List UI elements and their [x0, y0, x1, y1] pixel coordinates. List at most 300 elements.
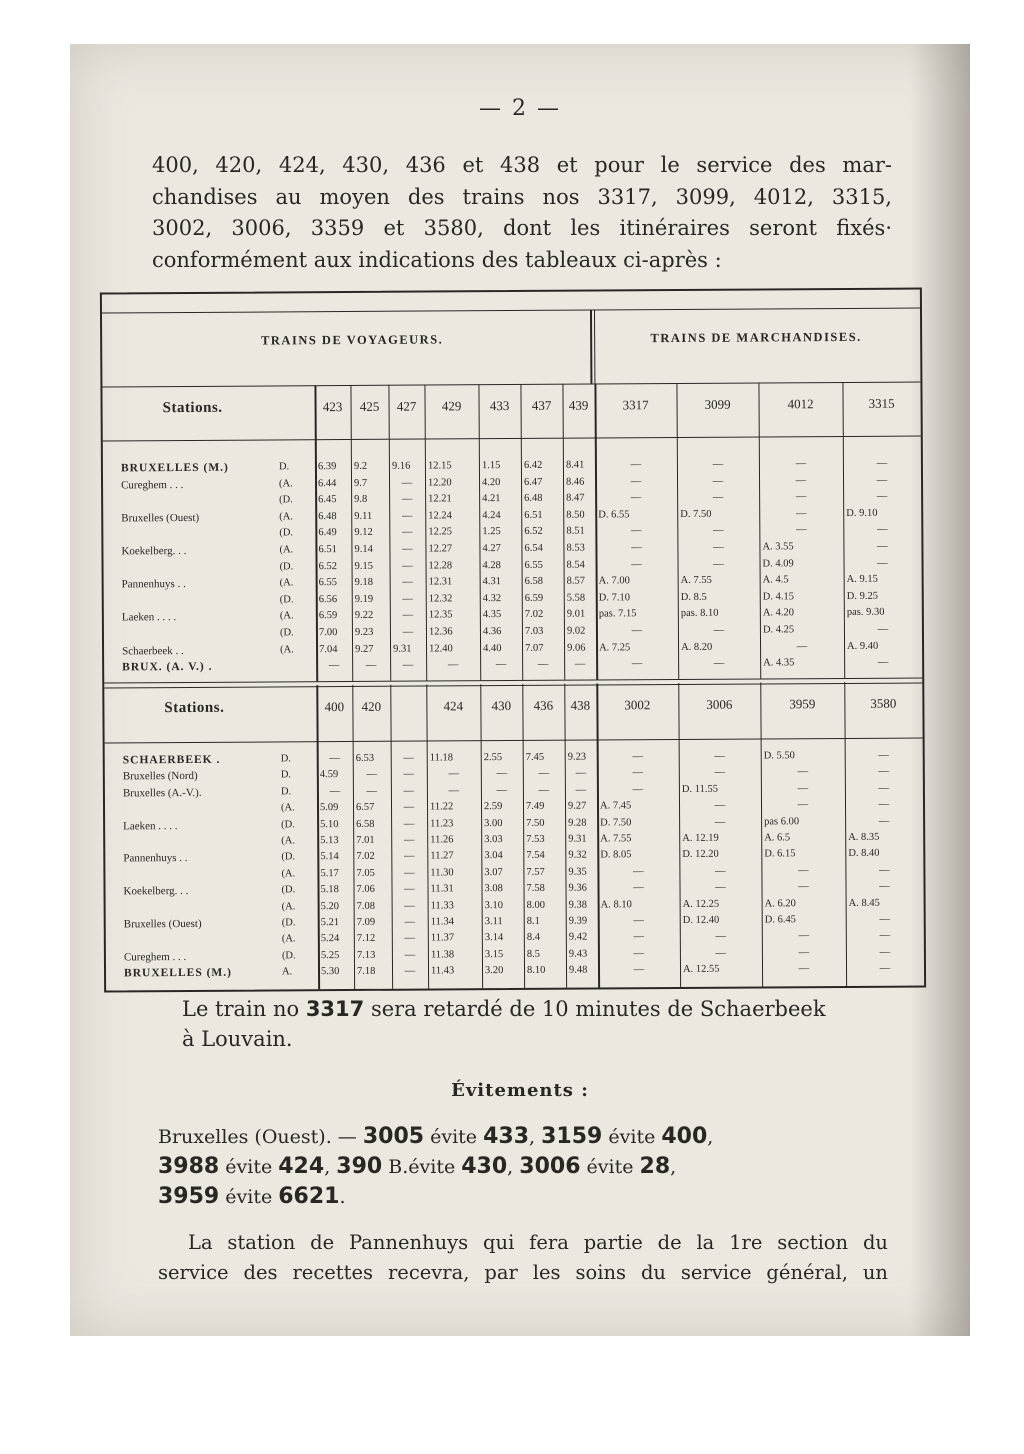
- timetable-cell: —: [575, 767, 587, 780]
- timetable-cell: 6.52: [318, 560, 337, 572]
- timetable-cell: —: [715, 881, 726, 893]
- timetable-cell: —: [630, 459, 642, 471]
- timetable-cell: A. 7.55: [680, 574, 712, 587]
- timetable-cell: —: [877, 623, 889, 635]
- timetable-cell: A. 4.5: [762, 574, 789, 586]
- timetable-cell: —: [404, 850, 415, 863]
- column-rule: [562, 384, 565, 680]
- timetable-cell: 8.1: [526, 915, 540, 927]
- timetable-cell: 3.10: [484, 899, 504, 911]
- timetable-cell: 12.15: [427, 460, 452, 472]
- title-divider-2: [594, 309, 595, 383]
- timetable-cell: —: [715, 947, 727, 959]
- column-rule: [350, 385, 353, 681]
- title-divider: [590, 310, 592, 384]
- timetable-cell: 9.35: [568, 866, 587, 878]
- train-number: 424: [443, 698, 464, 714]
- timetable-cell: A. 8.20: [681, 641, 713, 653]
- intro-line: conformément aux indications des tableaux ci-après :: [152, 247, 722, 272]
- timetable-cell: —: [538, 784, 550, 796]
- timetable-cell: —: [448, 785, 460, 797]
- timetable-cell: A. 9.40: [847, 640, 879, 652]
- timetable-cell: 9.38: [568, 899, 588, 911]
- timetable-cell: —: [366, 785, 378, 797]
- timetable-cell: 9.8: [354, 494, 368, 506]
- timetable-cell: 6.51: [524, 509, 543, 521]
- station-name: Bruxelles (Ouest): [121, 511, 200, 525]
- timetable-cell: 4.35: [482, 609, 502, 621]
- timetable-cell: —: [714, 750, 725, 762]
- timetable-cell: pas. 9.30: [846, 607, 885, 619]
- timetable-cell: 9.28: [568, 817, 587, 829]
- arrival-departure-mark: A.: [281, 966, 293, 978]
- evitement-text: évite: [580, 1156, 640, 1178]
- evitement-text: ,: [324, 1156, 337, 1178]
- timetable-cell: D. 12.40: [682, 914, 720, 926]
- evitement-train-number: 3005: [362, 1124, 425, 1149]
- timetable-cell: 8.51: [566, 525, 585, 538]
- timetable-cell: —: [632, 751, 643, 763]
- timetable-cell: D. 8.5: [680, 591, 707, 603]
- timetable-cell: —: [714, 816, 726, 828]
- timetable-cell: —: [713, 624, 725, 636]
- stations-rule: [103, 436, 921, 442]
- timetable-cell: —: [365, 660, 377, 672]
- timetable-cell: —: [402, 593, 414, 605]
- timetable-cell: —: [495, 659, 507, 671]
- timetable-cell: 4.20: [482, 476, 501, 488]
- arrival-departure-mark: (A.: [281, 835, 295, 847]
- timetable-cell: —: [632, 784, 644, 796]
- timetable-cell: —: [798, 864, 809, 877]
- evitement-text: Bruxelles (Ouest). —: [158, 1126, 363, 1148]
- evitement-train-number: 6621: [278, 1184, 340, 1209]
- timetable-cell: —: [575, 784, 587, 796]
- timetable-cell: 11.34: [430, 916, 455, 928]
- evitement-train-number: 400: [661, 1124, 708, 1149]
- timetable-cell: —: [448, 768, 460, 780]
- timetable-cell: —: [404, 932, 416, 945]
- timetable-cell: —: [402, 576, 413, 588]
- timetable-cell: —: [877, 540, 888, 552]
- station-name: Koekelberg. . .: [123, 885, 189, 898]
- timetable-cell: —: [878, 766, 890, 778]
- timetable-cell: 11.23: [430, 817, 454, 830]
- timetable-cell: —: [795, 508, 807, 520]
- timetable-cell: 6.58: [524, 576, 544, 588]
- evitement-text: ,: [670, 1156, 677, 1178]
- timetable-cell: —: [496, 768, 508, 780]
- timetable-cell: —: [876, 474, 888, 486]
- timetable-cell: 9.48: [568, 964, 588, 976]
- timetable-cell: 12.40: [429, 642, 453, 655]
- timetable-cell: 12.35: [428, 609, 453, 621]
- arrival-departure-mark: (A.: [281, 933, 296, 945]
- timetable-cell: D. 8.40: [848, 848, 880, 860]
- timetable-cell: —: [633, 931, 645, 943]
- timetable-cell: 7.45: [525, 751, 545, 763]
- timetable-cell: 3.03: [484, 834, 503, 846]
- timetable-cell: 4.40: [483, 642, 502, 654]
- timetable-cell: —: [797, 766, 809, 778]
- note-text-after: sera retardé de 10 minutes de Schaerbeek: [364, 997, 826, 1021]
- timetable-cell: 6.52: [524, 526, 543, 538]
- timetable-cell: —: [878, 782, 890, 794]
- timetable-cell: A. 8.10: [600, 898, 632, 911]
- timetable-cell: 4.32: [482, 592, 502, 604]
- timetable-cell: A. 8.45: [848, 897, 880, 909]
- timetable-cell: 9.27: [567, 800, 587, 812]
- timetable-cell: —: [403, 818, 415, 830]
- timetable-cell: —: [713, 525, 724, 537]
- timetable-cell: 6.42: [523, 459, 543, 471]
- timetable-cell: 6.45: [318, 494, 337, 506]
- timetable-cell: 12.32: [428, 593, 453, 605]
- timetable-cell: 1.15: [481, 460, 501, 472]
- timetable-cell: —: [631, 542, 642, 554]
- timetable-cell: 6.55: [318, 577, 338, 589]
- evitement-text: ,: [529, 1126, 542, 1148]
- arrival-departure-mark: (D.: [279, 527, 294, 539]
- timetable-cell: —: [574, 658, 586, 670]
- timetable-cell: —: [631, 658, 643, 670]
- timetable-cell: A. 6.5: [764, 832, 791, 844]
- timetable-cell: 5.24: [320, 933, 340, 945]
- timetable-cell: 7.00: [318, 627, 338, 639]
- timetable-cell: A. 6.20: [764, 897, 796, 910]
- header-rule: [102, 382, 920, 388]
- timetable-cell: 9.14: [354, 543, 373, 555]
- train-number: 3099: [704, 396, 731, 412]
- timetable-cell: —: [403, 801, 415, 813]
- timetable-cell: pas. 8.10: [680, 608, 719, 620]
- timetable-cell: 11.30: [430, 867, 454, 879]
- arrival-departure-mark: (D.: [279, 494, 293, 506]
- column-rule: [390, 685, 393, 989]
- evitement-text: évite: [424, 1126, 484, 1148]
- timetable-cell: 8.4: [526, 932, 540, 944]
- timetable-cell: 7.06: [356, 884, 375, 896]
- arrival-departure-mark: (A.: [279, 511, 293, 523]
- train-number: 423: [322, 399, 343, 415]
- timetable-cell: 12.24: [428, 510, 452, 522]
- arrival-departure-mark: (D.: [279, 594, 294, 606]
- timetable-cell: D. 4.25: [762, 624, 795, 636]
- station-name: Bruxelles (Ouest): [123, 917, 202, 931]
- evitements-paragraph: [158, 1122, 888, 1212]
- train-number: 438: [570, 697, 591, 713]
- timetable-cell: A. 9.15: [846, 573, 878, 586]
- arrival-departure-mark: D.: [280, 753, 291, 765]
- timetable-cell: —: [633, 948, 645, 960]
- arrival-departure-mark: (D.: [281, 950, 296, 962]
- timetable-cell: D. 7.10: [598, 592, 630, 604]
- page-number: — 2 —: [479, 96, 561, 121]
- closing-line: service des recettes recevra, par les soins du service général, un: [158, 1261, 888, 1284]
- timetable-cell: A. 4.20: [762, 607, 795, 619]
- evitement-train-number: 3159: [541, 1124, 603, 1149]
- timetable-cell: —: [496, 784, 508, 796]
- timetable-cell: 9.39: [568, 915, 588, 927]
- train-number: 3580: [870, 695, 897, 711]
- station-name: Laeken . . . .: [123, 819, 178, 832]
- timetable-cell: 9.23: [567, 751, 587, 763]
- intro-paragraph: [152, 150, 892, 276]
- timetable-cell: A. 7.00: [598, 575, 630, 587]
- timetable-cell: —: [797, 799, 809, 811]
- timetable-cell: —: [878, 749, 889, 761]
- timetable-cell: D. 9.25: [846, 590, 878, 602]
- evitement-train-number: 424: [278, 1154, 325, 1179]
- timetable-cell: 7.04: [319, 643, 338, 655]
- timetable-cell: 5.18: [320, 884, 339, 896]
- timetable-cell: —: [713, 558, 724, 570]
- timetable-cell: —: [630, 475, 642, 487]
- timetable-cell: —: [402, 610, 414, 622]
- arrival-departure-mark: (D.: [281, 917, 296, 929]
- timetable-cell: 9.19: [354, 593, 374, 605]
- timetable-cell: 2.59: [483, 801, 503, 813]
- timetable-cell: —: [713, 657, 725, 669]
- timetable-cell: —: [447, 659, 459, 671]
- timetable-cell: 6.59: [318, 610, 338, 622]
- timetable-cell: —: [402, 659, 414, 671]
- timetable-cell: 4.28: [482, 559, 501, 571]
- timetable-cell: 9.11: [354, 510, 373, 522]
- train-number: 3959: [789, 696, 816, 712]
- arrival-departure-mark: D.: [280, 769, 292, 781]
- arrival-departure-mark: D.: [278, 461, 290, 473]
- timetable-cell: 9.32: [568, 849, 587, 862]
- train-number: 420: [361, 698, 382, 714]
- timetable-cell: 11.26: [430, 834, 454, 846]
- timetable-cell: —: [715, 931, 727, 943]
- arrival-departure-mark: (D.: [281, 884, 296, 896]
- timetable-cell: 4.24: [482, 509, 501, 521]
- timetable-cell: 6.48: [318, 510, 337, 522]
- column-rule: [678, 683, 681, 987]
- train-number: 430: [491, 698, 512, 714]
- train-number: 439: [568, 397, 589, 413]
- evitement-text: ,: [507, 1156, 520, 1178]
- timetable-cell: —: [538, 768, 550, 780]
- timetable-cell: 4.27: [482, 543, 501, 555]
- timetable-cell: 7.09: [356, 916, 376, 928]
- timetable-cell: —: [712, 491, 724, 503]
- timetable-cell: —: [713, 541, 724, 553]
- timetable-cell: 9.12: [354, 527, 373, 539]
- timetable-cell: 6.49: [318, 527, 337, 539]
- timetable-cell: —: [712, 458, 724, 470]
- train-number: 437: [531, 397, 552, 413]
- timetable-cell: 9.18: [354, 577, 374, 589]
- intro-line: 400, 420, 424, 430, 436 et 438 et pour le service des mar-: [152, 153, 892, 177]
- timetable-cell: —: [798, 946, 810, 959]
- timetable-cell: 5.25: [320, 949, 340, 961]
- arrival-departure-mark: (A.: [279, 610, 294, 622]
- timetable-cell: 11.43: [430, 965, 455, 977]
- timetable-cell: 5.17: [320, 867, 339, 879]
- timetable-cell: 6.55: [524, 559, 543, 571]
- timetable-cell: 9.7: [354, 477, 368, 489]
- timetable-cell: —: [329, 785, 341, 797]
- timetable-cell: 9.36: [568, 882, 587, 894]
- timetable-cell: 7.53: [526, 833, 545, 845]
- timetable-cell: —: [403, 768, 415, 781]
- timetable-cell: D. 11.55: [681, 783, 719, 795]
- timetable-cell: 5.21: [320, 917, 340, 929]
- timetable-cell: 7.18: [356, 966, 376, 978]
- timetable: [100, 287, 926, 992]
- timetable-cell: D. 7.50: [600, 816, 632, 829]
- timetable-cell: 7.57: [526, 866, 545, 878]
- train-number: 429: [441, 398, 462, 414]
- timetable-cell: 6.48: [524, 493, 543, 505]
- voyageurs-title: TRAINS DE VOYAGEURS.: [260, 332, 444, 348]
- timetable-cell: —: [404, 965, 416, 977]
- timetable-cell: 7.50: [526, 817, 545, 829]
- timetable-cell: —: [402, 543, 413, 555]
- timetable-cell: —: [366, 769, 378, 781]
- timetable-cell: 12.20: [428, 476, 452, 489]
- timetable-cell: —: [879, 864, 890, 876]
- column-rule: [426, 685, 429, 989]
- timetable-cell: 9.02: [566, 625, 586, 637]
- timetable-cell: 3.08: [484, 883, 503, 895]
- column-rule: [676, 383, 679, 679]
- timetable-cell: —: [714, 799, 726, 811]
- station-name: Pannenhuys . .: [121, 578, 186, 591]
- timetable-cell: —: [404, 916, 416, 928]
- timetable-cell: D. 8.05: [600, 849, 632, 861]
- arrival-departure-mark: (A.: [280, 802, 295, 814]
- timetable-cell: —: [404, 883, 415, 895]
- timetable-cell: A. 7.25: [599, 641, 631, 654]
- arrival-departure-mark: (D.: [279, 627, 294, 639]
- timetable-cell: —: [714, 767, 726, 779]
- timetable-cell: 5.30: [320, 966, 340, 978]
- timetable-cell: 3.00: [484, 817, 503, 829]
- timetable-cell: 9.2: [353, 460, 368, 472]
- timetable-cell: D. 7.50: [680, 508, 712, 520]
- timetable-cell: 3.04: [484, 850, 503, 862]
- timetable-cell: 8.47: [566, 492, 585, 504]
- timetable-cell: —: [329, 753, 341, 765]
- timetable-cell: 7.08: [356, 900, 376, 912]
- timetable-cell: A. 8.35: [848, 831, 880, 843]
- evitement-text: évite: [219, 1156, 279, 1178]
- arrival-departure-mark: (A.: [279, 544, 294, 556]
- timetable-cell: —: [633, 964, 645, 976]
- arrival-departure-mark: (A.: [279, 477, 293, 490]
- stations-label: Stations.: [162, 399, 223, 417]
- timetable-cell: 8.53: [566, 542, 585, 554]
- column-rule: [424, 385, 427, 681]
- timetable-cell: 9.23: [354, 626, 374, 638]
- timetable-cell: —: [879, 913, 890, 925]
- evitement-train-number: 3959: [158, 1184, 220, 1209]
- evitement-text: .: [339, 1186, 346, 1208]
- timetable-cell: A. 12.55: [682, 963, 720, 976]
- timetable-cell: A. 7.45: [599, 800, 632, 812]
- timetable-cell: —: [401, 477, 413, 489]
- column-rule: [480, 684, 483, 988]
- timetable-cell: —: [402, 560, 413, 572]
- timetable-cell: 3.15: [484, 948, 504, 960]
- timetable-cell: 8.10: [526, 964, 546, 977]
- timetable-cell: D. 4.15: [762, 591, 794, 603]
- column-rule: [520, 384, 523, 680]
- timetable-cell: 6.39: [317, 461, 337, 473]
- arrival-departure-mark: D.: [280, 786, 292, 798]
- timetable-cell: 1.25: [482, 526, 501, 538]
- evitement-train-number: 3006: [519, 1154, 581, 1179]
- evitement-train-number: 430: [461, 1154, 508, 1179]
- column-rule: [388, 385, 391, 681]
- timetable-cell: 11.38: [430, 949, 455, 961]
- timetable-cell: 7.58: [526, 882, 545, 895]
- arrival-departure-mark: (D.: [281, 851, 296, 863]
- timetable-cell: 4.36: [482, 626, 502, 638]
- timetable-cell: —: [878, 815, 890, 827]
- timetable-cell: A. 3.55: [762, 541, 794, 553]
- evitement-train-number: 28: [639, 1154, 671, 1179]
- timetable-cell: —: [712, 475, 724, 487]
- timetable-cell: —: [877, 524, 888, 536]
- station-name: SCHAERBEEK .: [122, 753, 221, 767]
- timetable-cell: 7.02: [524, 609, 544, 621]
- arrival-departure-mark: (A.: [279, 577, 294, 589]
- retard-note: [182, 994, 902, 1054]
- timetable-cell: —: [537, 658, 549, 671]
- arrival-departure-mark: (A.: [280, 643, 294, 656]
- timetable-cell: 9.42: [568, 931, 588, 944]
- timetable-cell: —: [797, 782, 809, 795]
- timetable-cell: 9.06: [567, 642, 586, 654]
- station-name: Bruxelles (A.-V.).: [122, 786, 202, 800]
- train-number: 433: [489, 398, 510, 414]
- train-number: 425: [359, 398, 380, 414]
- timetable-cell: 7.05: [356, 867, 375, 879]
- document-page: [70, 44, 970, 1336]
- note-train-number: 3317: [305, 997, 365, 1021]
- timetable-cell: 8.00: [526, 899, 546, 911]
- timetable-cell: —: [715, 865, 726, 877]
- timetable-cell: A. 12.25: [682, 898, 720, 910]
- timetable-cell: —: [633, 866, 644, 878]
- timetable-cell: 6.59: [524, 592, 544, 604]
- timetable-cell: 6.54: [524, 542, 543, 554]
- timetable-cell: —: [877, 557, 888, 569]
- column-rule: [522, 684, 525, 988]
- note-line-2: à Louvain.: [182, 1027, 293, 1051]
- timetable-cell: D. 6.55: [598, 509, 630, 521]
- train-number: 3317: [622, 397, 649, 413]
- closing-paragraph: [158, 1228, 888, 1288]
- timetable-cell: 3.07: [484, 866, 503, 878]
- timetable-cell: —: [796, 524, 807, 536]
- timetable-cell: —: [633, 882, 644, 894]
- timetable-cell: D. 9.10: [846, 507, 878, 519]
- evitement-text: évite: [602, 1126, 662, 1148]
- station-name: BRUXELLES (M.): [120, 461, 229, 475]
- timetable-cell: —: [795, 458, 807, 470]
- timetable-cell: 8.41: [565, 459, 585, 471]
- timetable-cell: 8.46: [566, 476, 585, 488]
- arrival-departure-mark: (D.: [281, 818, 295, 831]
- timetable-cell: 11.33: [430, 899, 454, 912]
- timetable-cell: —: [401, 493, 413, 505]
